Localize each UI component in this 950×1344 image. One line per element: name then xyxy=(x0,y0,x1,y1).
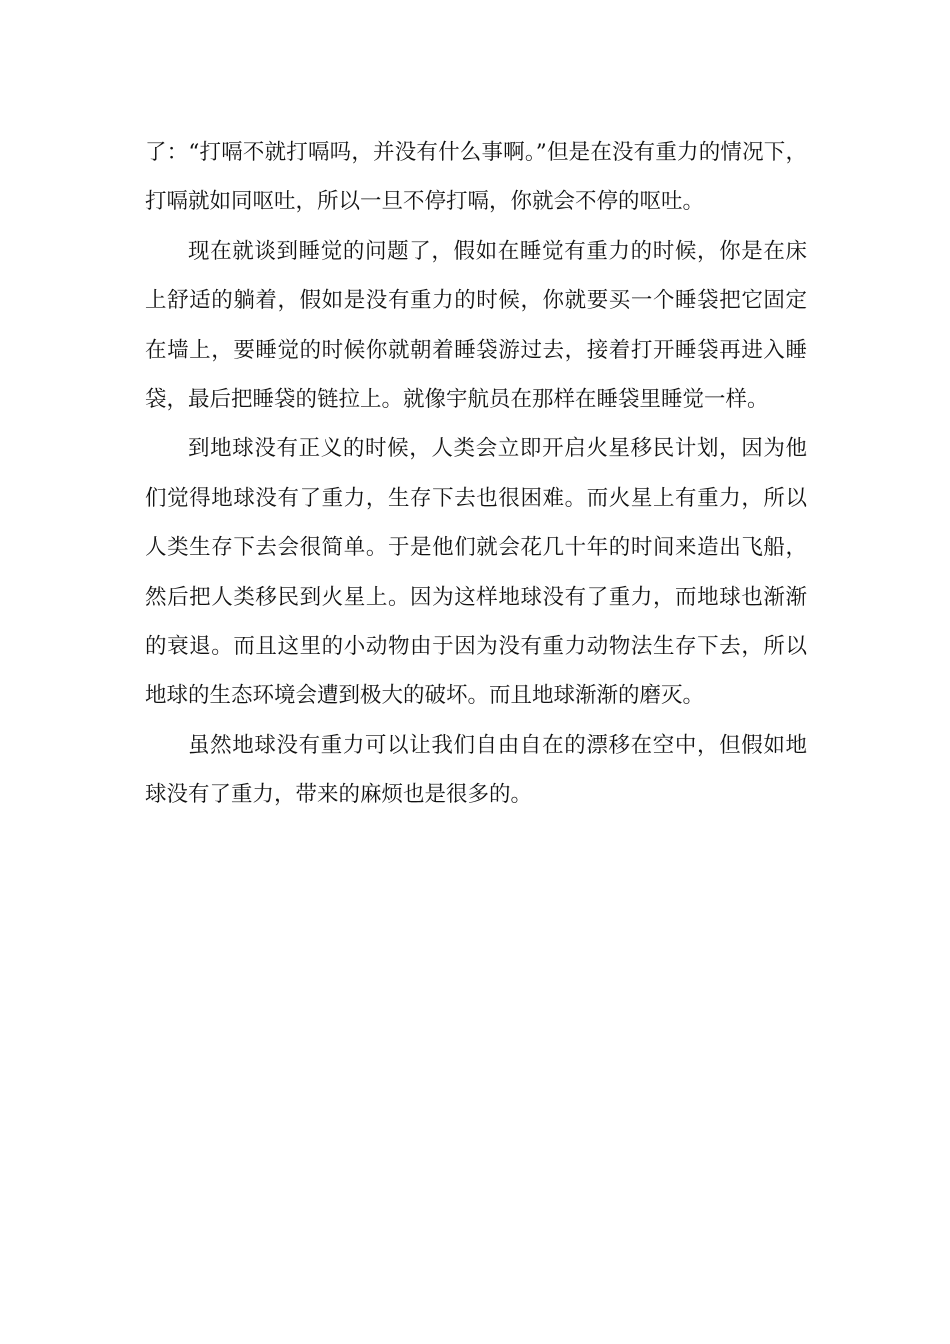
paragraph-mars-migration: 到地球没有正义的时候，人类会立即开启火星移民计划，因为他们觉得地球没有了重力，生存下去也很困难。而火星上有重力，所以人类生存下去会很简单。于是他们就会花几十年的时间来造出飞船，然后把人类移民到火星上。因为这样地球没有了重力，而地球也渐渐的衰退。而且这里的小动物由于因为没有重力动物法生存下去，所以地球的生态环境会遭到极大的破坏。而且地球渐渐的磨灭。 xyxy=(145,436,807,709)
paragraph-sleeping: 现在就谈到睡觉的问题了，假如在睡觉有重力的时候，你是在床上舒适的躺着，假如是没有重力的时候，你就要买一个睡袋把它固定在墙上，要睡觉的时候你就朝着睡袋游过去，接着打开睡袋再进入睡袋，最后把睡袋的链拉上。就像宇航员在那样在睡袋里睡觉一样。 xyxy=(145,238,807,413)
paragraph-continued: 了：“打嗝不就打嗝吗，并没有什么事啊。”但是在没有重力的情况下，打嗝就如同呕吐，所以一旦不停打嗝，你就会不停的呕吐。 xyxy=(145,140,807,215)
paragraph-conclusion: 虽然地球没有重力可以让我们自由自在的漂移在空中，但假如地球没有了重力，带来的麻烦也是很多的。 xyxy=(145,732,807,808)
body-text xyxy=(145,128,807,820)
